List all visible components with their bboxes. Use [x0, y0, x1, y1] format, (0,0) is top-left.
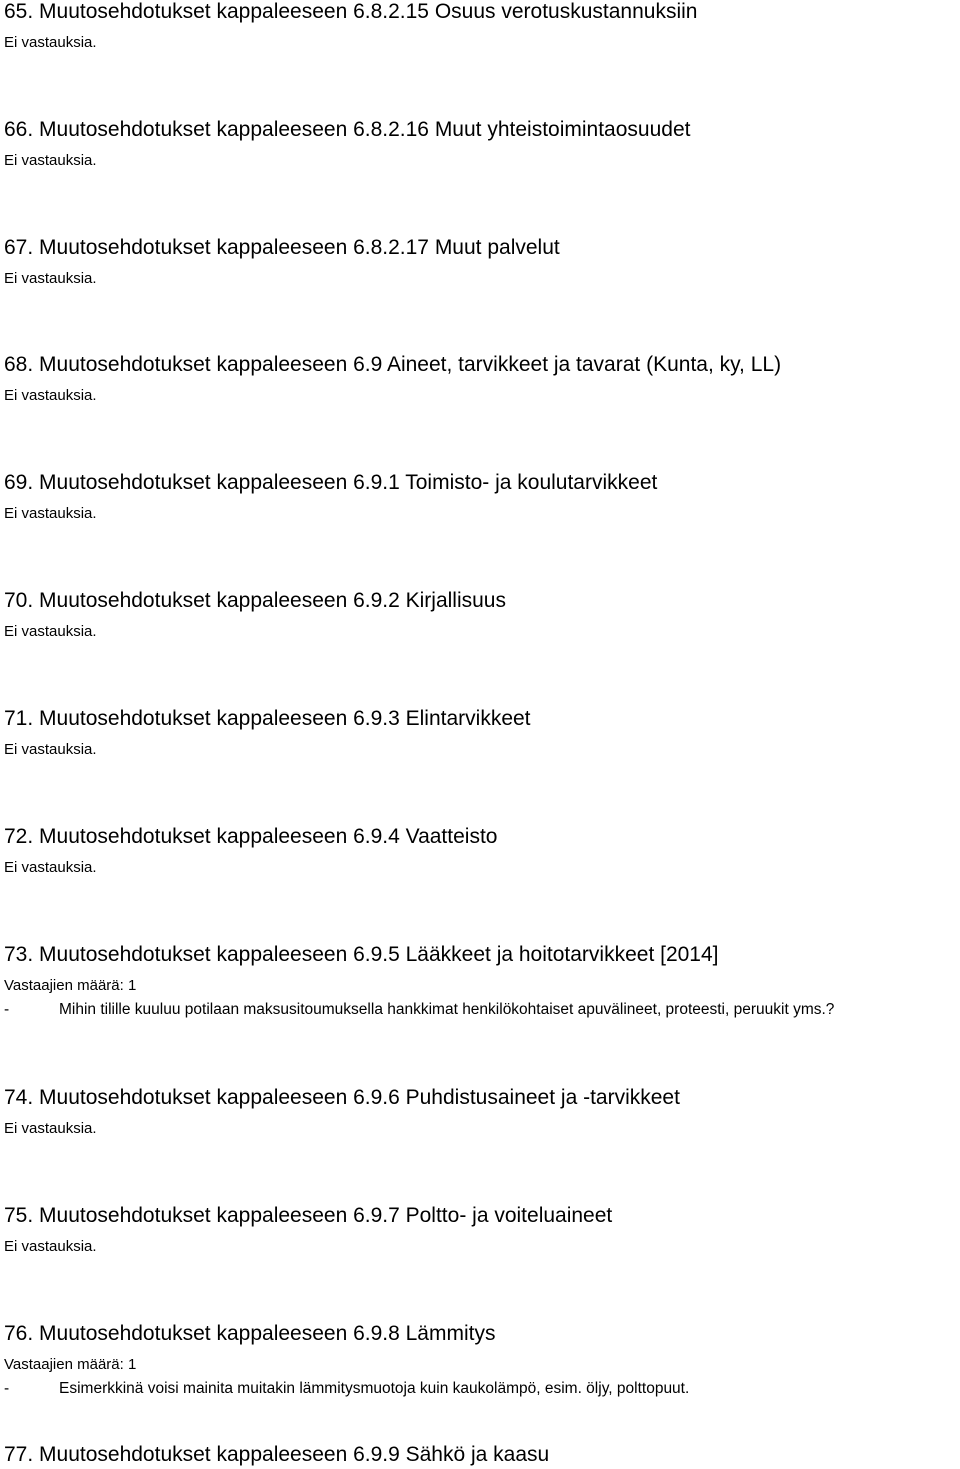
- no-answers-text: Ei vastauksia.: [4, 859, 97, 876]
- respondent-count: Vastaajien määrä: 1: [4, 1356, 137, 1373]
- answer-bullet: -: [4, 1001, 10, 1018]
- section-heading: 66. Muutosehdotukset kappaleeseen 6.8.2.16 Muut yhteistoimintaosuudet: [4, 118, 691, 141]
- answer-text: Esimerkkinä voisi mainita muitakin lämmitysmuotoja kuin kaukolämpö, esim. öljy, polttopuut.: [59, 1380, 690, 1397]
- no-answers-text: Ei vastauksia.: [4, 387, 97, 404]
- section-heading: 76. Muutosehdotukset kappaleeseen 6.9.8 Lämmitys: [4, 1322, 496, 1345]
- section-heading: 70. Muutosehdotukset kappaleeseen 6.9.2 Kirjallisuus: [4, 589, 506, 612]
- no-answers-text: Ei vastauksia.: [4, 1238, 97, 1255]
- section-67: [4, 236, 956, 288]
- section-heading: 75. Muutosehdotukset kappaleeseen 6.9.7 Poltto- ja voiteluaineet: [4, 1204, 613, 1227]
- section-70: [4, 589, 956, 641]
- section-75: [4, 1204, 956, 1256]
- section-heading: 73. Muutosehdotukset kappaleeseen 6.9.5 Lääkkeet ja hoitotarvikkeet [2014]: [4, 943, 719, 966]
- section-heading: 67. Muutosehdotukset kappaleeseen 6.8.2.17 Muut palvelut: [4, 236, 560, 259]
- answer-item: [4, 1378, 956, 1400]
- no-answers-text: Ei vastauksia.: [4, 1120, 97, 1137]
- section-72: [4, 825, 956, 877]
- section-heading: 71. Muutosehdotukset kappaleeseen 6.9.3 Elintarvikkeet: [4, 707, 531, 730]
- answer-item: [4, 999, 956, 1021]
- section-69: [4, 471, 956, 523]
- respondent-count: Vastaajien määrä: 1: [4, 977, 137, 994]
- section-77: [4, 1443, 956, 1467]
- answer-bullet: -: [4, 1380, 10, 1397]
- no-answers-text: Ei vastauksia.: [4, 623, 97, 640]
- section-heading: 69. Muutosehdotukset kappaleeseen 6.9.1 Toimisto- ja koulutarvikkeet: [4, 471, 658, 494]
- section-66: [4, 118, 956, 170]
- section-68: [4, 353, 956, 405]
- section-heading: 74. Muutosehdotukset kappaleeseen 6.9.6 Puhdistusaineet ja -tarvikkeet: [4, 1086, 680, 1109]
- no-answers-text: Ei vastauksia.: [4, 505, 97, 522]
- section-76: [4, 1322, 956, 1400]
- no-answers-text: Ei vastauksia.: [4, 270, 97, 287]
- no-answers-text: Ei vastauksia.: [4, 152, 97, 169]
- section-heading: 68. Muutosehdotukset kappaleeseen 6.9 Aineet, tarvikkeet ja tavarat (Kunta, ky, LL): [4, 353, 782, 376]
- section-heading: 65. Muutosehdotukset kappaleeseen 6.8.2.15 Osuus verotuskustannuksiin: [4, 0, 698, 23]
- answer-text: Mihin tilille kuuluu potilaan maksusitoumuksella hankkimat henkilökohtaiset apuvälineet, proteesti, peruukit yms.?: [59, 1001, 835, 1018]
- section-71: [4, 707, 956, 759]
- section-73: [4, 943, 956, 1021]
- section-65: [4, 0, 956, 52]
- section-heading: 77. Muutosehdotukset kappaleeseen 6.9.9 Sähkö ja kaasu: [4, 1443, 550, 1466]
- no-answers-text: Ei vastauksia.: [4, 741, 97, 758]
- section-heading: 72. Muutosehdotukset kappaleeseen 6.9.4 Vaatteisto: [4, 825, 498, 848]
- no-answers-text: Ei vastauksia.: [4, 34, 97, 51]
- section-74: [4, 1086, 956, 1138]
